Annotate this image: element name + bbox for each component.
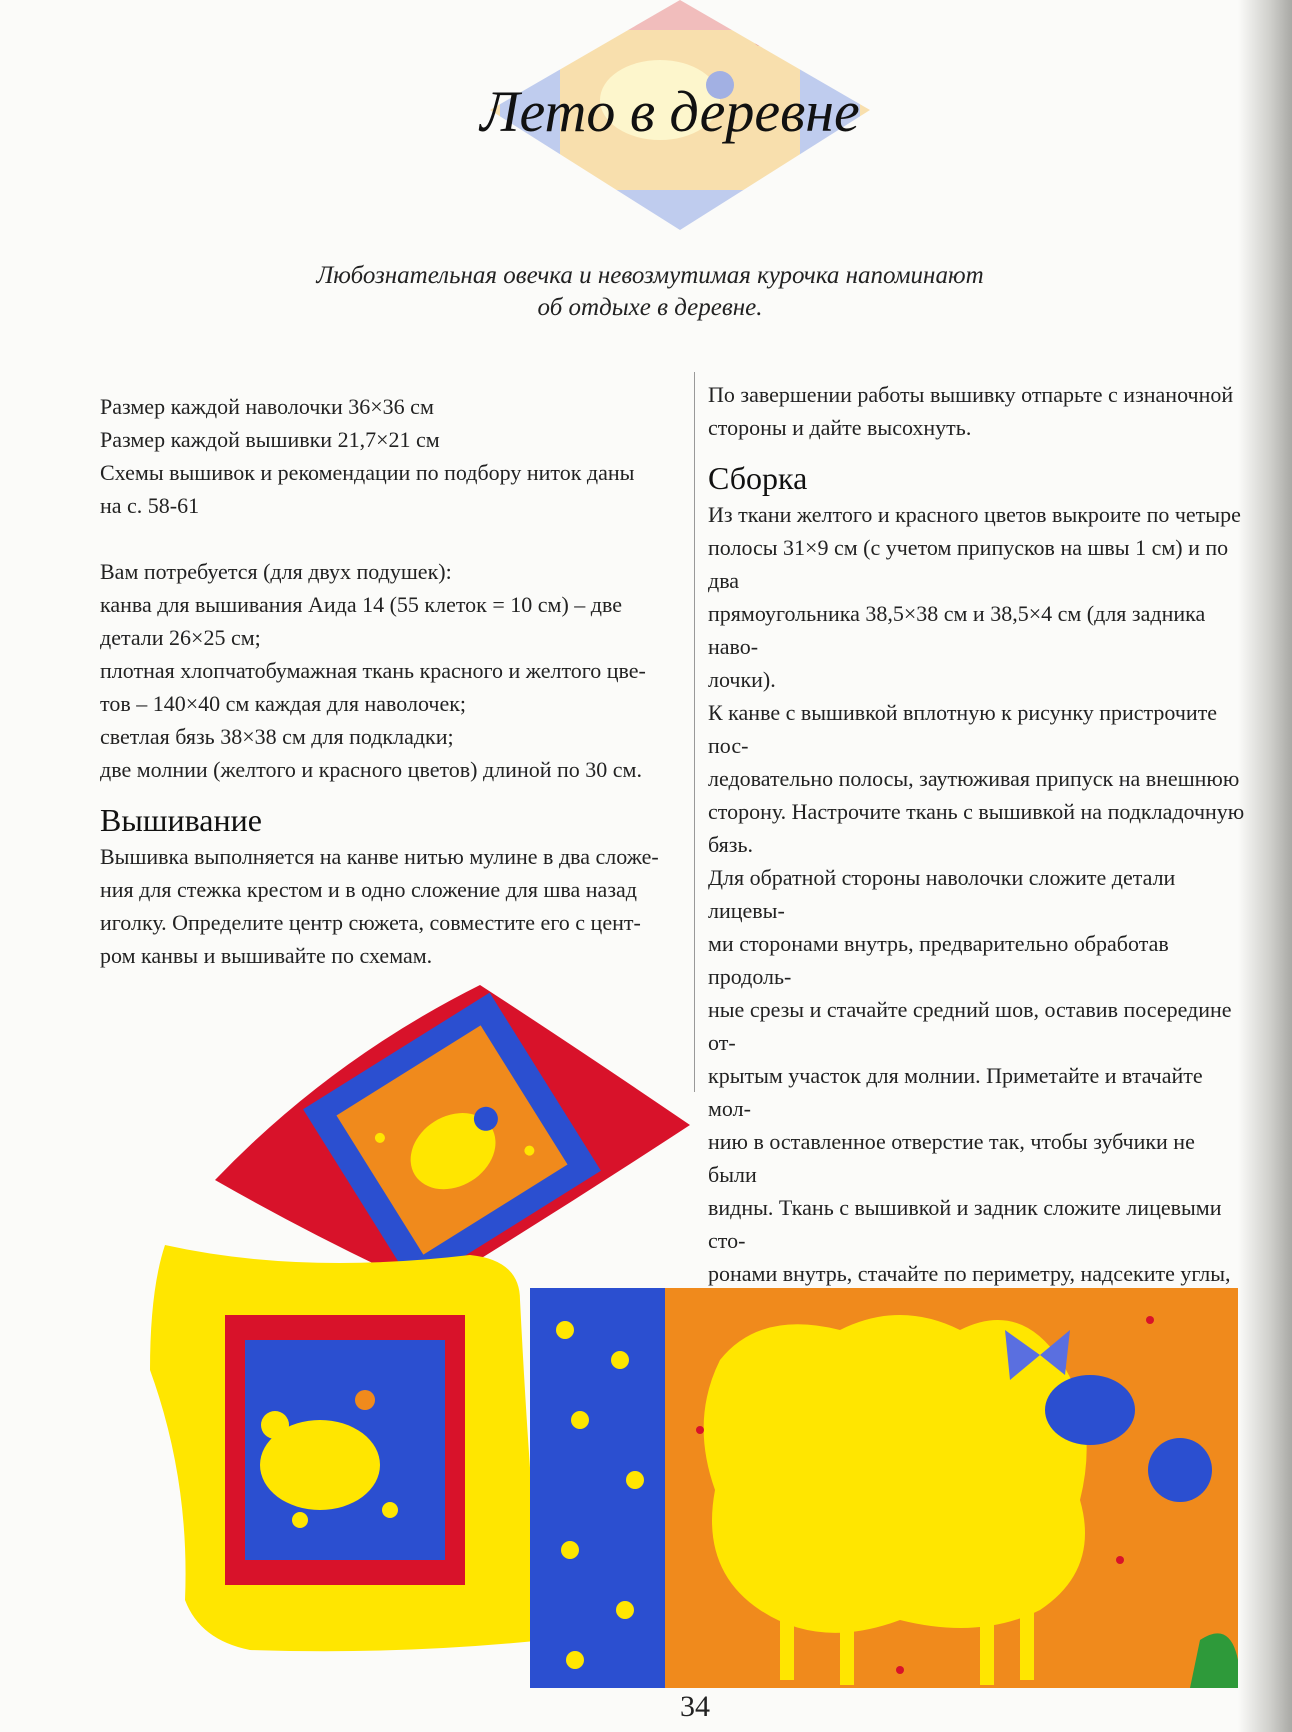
pillows-photo [0, 960, 1292, 1690]
spec-line: Размер каждой вышивки 21,7×21 см [100, 427, 440, 452]
embroidery-line: Вышивка выполняется на канве нитью мулине в два сложе- [100, 844, 659, 869]
assembly-line: нию в оставленное отверстие так, чтобы зубчики не были [708, 1129, 1195, 1187]
intro-line: По завершении работы вышивку отпарьте с изнаночной [708, 382, 1234, 407]
intro-line: стороны и дайте высохнуть. [708, 415, 972, 440]
page-number: 34 [680, 1690, 710, 1723]
materials-line: две молнии (желтого и красного цветов) длиной по 30 см. [100, 757, 642, 782]
embroidery-line: ния для стежка крестом и в одно сложение для шва назад [100, 877, 637, 902]
assembly-line: ми сторонами внутрь, предварительно обработав продоль- [708, 931, 1169, 989]
assembly-line: Для обратной стороны наволочки сложите детали лицевы- [708, 865, 1176, 923]
materials-line: канва для вышивания Аида 14 (55 клеток = 10 см) – две [100, 592, 622, 617]
assembly-line: ронами внутрь, стачайте по периметру, надсеките углы, [708, 1261, 1231, 1286]
assembly-line: Из ткани желтого и красного цветов выкроите по четыре [708, 502, 1241, 527]
subtitle-line: Любознательная овечка и невозмутимая курочка напоминают [316, 262, 984, 289]
assembly-line: бязь. [708, 832, 753, 857]
assembly-line: сторону. Настрочите ткань с вышивкой на подкладочную [708, 799, 1245, 824]
materials-line: тов – 140×40 см каждая для наволочек; [100, 691, 467, 716]
spec-line: Схемы вышивок и рекомендации по подбору ниток даны [100, 460, 635, 485]
assembly-line: полосы 31×9 см (с учетом припусков на швы 1 см) и по два [708, 535, 1229, 593]
assembly-line: ные срезы и стачайте средний шов, оставив посередине от- [708, 997, 1232, 1055]
embroidery-closeup [530, 1288, 1238, 1688]
assembly-line: К канве с вышивкой вплотную к рисунку пристрочите пос- [708, 700, 1218, 758]
page-subtitle [280, 260, 1020, 324]
materials-line: светлая бязь 38×38 см для подкладки; [100, 724, 454, 749]
subtitle-line: об отдыхе в деревне. [537, 294, 763, 321]
spec-line: на с. 58-61 [100, 493, 200, 518]
assembly-line: видны. Ткань с вышивкой и задник сложите лицевыми сто- [708, 1195, 1222, 1253]
materials-line: Вам потребуется (для двух подушек): [100, 559, 452, 584]
page-title: Лето в деревне [480, 79, 860, 144]
materials-line: плотная хлопчатобумажная ткань красного и желтого цве- [100, 658, 646, 683]
red-pillow [215, 985, 690, 1290]
assembly-line: ледовательно полосы, заутюживая припуск на внешнюю [708, 766, 1240, 791]
left-column [100, 390, 680, 972]
spec-line: Размер каждой наволочки 36×36 см [100, 394, 434, 419]
materials-line: детали 26×25 см; [100, 625, 261, 650]
assembly-line: прямоугольника 38,5×38 см и 38,5×4 см (для задника наво- [708, 601, 1206, 659]
yellow-pillow [150, 1245, 545, 1651]
assembly-heading: Сборка [708, 460, 808, 496]
embroidery-heading: Вышивание [100, 802, 262, 838]
embroidery-line: иголку. Определите центр сюжета, совместите его с цент- [100, 910, 641, 935]
assembly-line: лочки). [708, 667, 776, 692]
assembly-line: крытым участок для молнии. Приметайте и втачайте мол- [708, 1063, 1203, 1121]
embroidery-line: ром канвы и вышивайте по схемам. [100, 943, 433, 968]
